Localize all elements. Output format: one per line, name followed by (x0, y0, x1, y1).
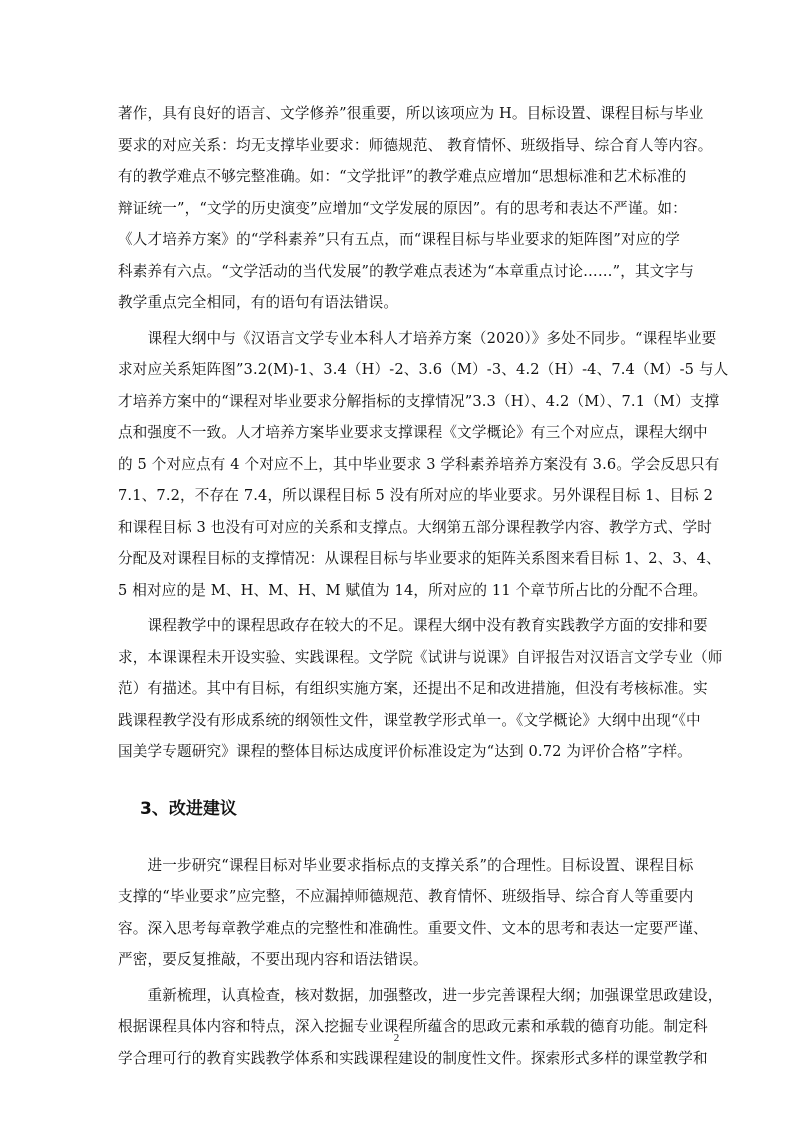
text-line: 课程教学中的课程思政存在较大的不足。课程大纲中没有教育实践教学方面的安排和要 (118, 617, 708, 634)
text-line: 学合理可行的教育实践教学体系和实践课程建设的制度性文件。探索形式多样的课堂教学和 (118, 1049, 708, 1067)
section-heading: 3、改进建议 (140, 798, 237, 819)
text-line: 7.1、7.2，不存在 7.4，所以课程目标 5 没有所对应的毕业要求。另外课程目标 1、目标 2 (118, 487, 714, 504)
text-line: 和课程目标 3 也没有可对应的关系和支撑点。大纲第五部分课程教学内容、教学方式、学时 (118, 518, 713, 536)
text-line: 教学重点完全相同，有的语句有语法错误。 (118, 294, 399, 311)
text-line: 《人才培养方案》的“学科素养”只有五点，而“课程目标与毕业要求的矩阵图”对应的学 (118, 231, 680, 248)
text-line: 科素养有六点。“文学活动的当代发展”的教学难点表述为“本章重点讨论……”，其文字与 (118, 262, 694, 280)
page-number: 2 (393, 1032, 400, 1044)
text-line: 根据课程具体内容和特点，深入挖掘专业课程所蕴含的思政元素和承载的德育功能。制定科 (118, 1018, 708, 1035)
text-line: 课程大纲中与《汉语言文学专业本科人才培养方案（2020）》多处不同步。“课程毕业要 (118, 329, 717, 347)
text-line: 支撑的“毕业要求”应完整，不应漏掉师德规范、教育情怀、班级指导、综合育人等重要内 (118, 888, 694, 905)
paragraph-syllabus-mismatch (118, 323, 729, 607)
paragraph-continued (118, 98, 713, 319)
document-body (118, 98, 729, 1074)
text-line: 重新梳理，认真检查，核对数据，加强整改，进一步完善课程大纲；加强课堂思政建设， (118, 986, 723, 1004)
text-line: 辩证统一”，“文学的历史演变”应增加“文学发展的原因”。有的思考和表达不严谨。如： (118, 199, 687, 217)
text-line: 求对应关系矩阵图”3.2(M)-1、3.4（H）-2、3.6（M）-3、4.2（H）-4、7.4（M）-5 与人 (118, 361, 729, 378)
text-line: 进一步研究“课程目标对毕业要求指标点的支撑关系”的合理性。目标设置、课程目标 (118, 856, 694, 874)
text-line: 著作，具有良好的语言、文学修养”很重要，所以该项应为 H。目标设置、课程目标与毕业 (118, 105, 704, 122)
text-line: 有的教学难点不够完整准确。如：“文学批评”的教学难点应增加“思想标准和艺术标准的 (118, 168, 687, 185)
text-line: 点和强度不一致。人才培养方案毕业要求支撑课程《文学概论》有三个对应点，课程大纲中 (118, 424, 708, 441)
text-line: 分配及对课程目标的支撑情况：从课程目标与毕业要求的矩阵关系图来看目标 1、2、3、4、 (118, 550, 721, 567)
paragraph-suggestion-2 (118, 980, 723, 1075)
paragraph-suggestion-1 (118, 850, 708, 976)
text-line: 范）有描述。其中有目标，有组织实施方案，还提出不足和改进措施，但没有考核标准。实 (118, 680, 708, 697)
text-line: 国美学专题研究》课程的整体目标达成度评价标准设定为“达到 0.72 为评价合格”字样。 (118, 743, 692, 760)
text-line: 要求的对应关系：均无支撑毕业要求：师德规范、 教育情怀、班级指导、综合育人等内容。 (118, 136, 713, 154)
paragraph-ideology-gap (118, 610, 723, 768)
text-line: 求，本课课程未开设实验、实践课程。文学院《试讲与说课》自评报告对汉语言文学专业（师 (118, 648, 723, 666)
text-line: 容。深入思考每章教学难点的完整性和准确性。重要文件、文本的思考和表达一定要严谨、 (118, 919, 708, 937)
text-line: 才培养方案中的“课程对毕业要求分解指标的支撑情况”3.3（H）、4.2（M）、7.1（M）支撑 (118, 392, 720, 410)
text-line: 的 5 个对应点有 4 个对应不上，其中毕业要求 3 学科素养培养方案没有 3.6。学会反思只有 (118, 455, 720, 473)
text-line: 严密，要反复推敲，不要出现内容和语法错误。 (118, 951, 428, 968)
text-line: 5 相对应的是 M、H、M、H、M 赋值为 14，所对应的 11 个章节所占比的分配不合理。 (118, 581, 708, 599)
text-line: 践课程教学没有形成系统的纲领性文件，课堂教学形式单一。《文学概论》大纲中出现“《中 (118, 711, 701, 729)
